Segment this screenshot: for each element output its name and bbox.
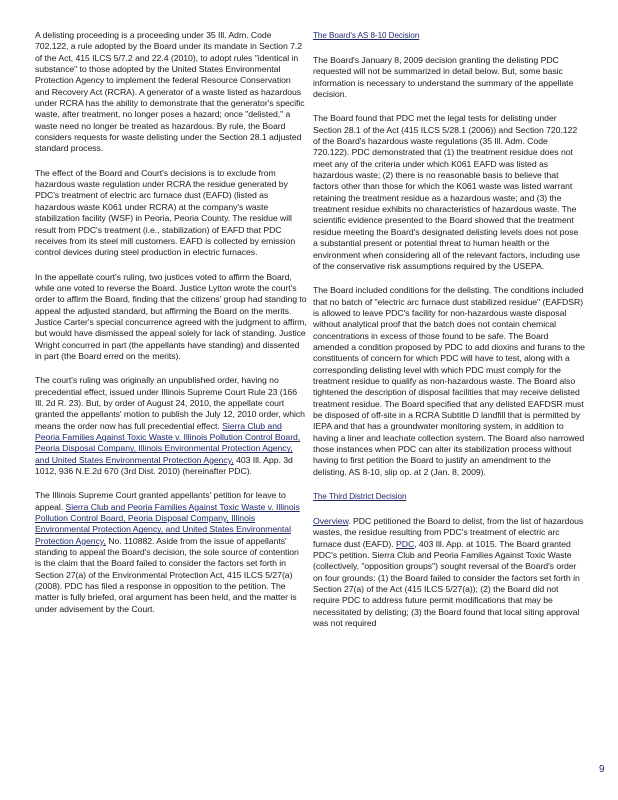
board-decision-paragraph: The Board's January 8, 2009 decision granting the delisting PDC requested will not be summarized in detail below. But, some basic information is necessary to understand the summary of the appellate decision. (313, 55, 574, 100)
publication-text-tail: 403 Ill. App. 3d 1012, 936 N.E.2d 670 (3rd Dist. 2010) (hereinafter PDC). (35, 454, 293, 477)
pdc-citation-link[interactable]: PDC (395, 538, 415, 549)
overview-paragraph (313, 516, 585, 629)
board-decision-heading: The Board's AS 8-10 Decision (313, 31, 420, 40)
appellate-ruling-paragraph: In the appellate court's ruling, two justices voted to affirm the Board, while one voted to reverse the Board. Justice Lytton wrote the court's order to affirm the Board, finding that the citizens' group had standing to appeal the adjusted standard, but affirming the Board on the merits. Justice Carter's special concurrence agreed with the judgment to affirm, but would have dismissed the appeal solely for lack of standing. Justice Wright concurred in part (the appellants have standing) and dissented in part (the Board erred on the merits). (35, 271, 307, 361)
delisting-intro-paragraph: A delisting proceeding is a proceeding under 35 Ill. Adm. Code 702.122, a rule adopted by the Board under its mandate in Section 7.2 of the Act, 415 ILCS 5/7.2 and 22.4 (2010), to adopt rules "identical in substance" to those adopted by the United States Environmental Protection Agency to implement the federal Resource Conservation and Recovery Act (RCRA). A generator of a waste listed as hazardous under RCRA has the ability to demonstrate that the generator's specific waste, after treatment, no longer poses a hazard; once "delisted," a waste need no longer be treated as hazardous. By rule, the Board considers requests for waste delisting under the Section 28.1 adjusted standard process. (35, 30, 305, 154)
supreme-court-text: The Illinois Supreme Court granted appellants' petition for leave to appeal. (35, 490, 286, 512)
supreme-court-paragraph (35, 490, 307, 615)
supreme-court-citation-link[interactable]: Sierra Club and Peoria Families Against Toxic Waste v. Illinois Pollution Control Board, Peoria Disposal Company, Illinois Environmental Protection Agency, and United States Environmental Protection Agency, (35, 501, 300, 546)
overview-text-tail: , 403 Ill. App. at 1015. The Board granted PDC's petition. Sierra Club and Peoria Families Against Toxic Waste (collectively, "opposition groups") sought reversal of the Board's order on four grounds: (1) the Board failed to consider the factors set forth in Section 27(a) of the Act (415 ILCS 5/27(a)); (2) the Board did not require PDC to address future permit modifications that may be necessitated by delisting; (3) the Board found that local siting approval was not required (313, 538, 580, 629)
publication-paragraph (35, 375, 307, 477)
third-district-heading: The Third District Decision (313, 492, 407, 502)
overview-text: . PDC petitioned the Board to delist, from the list of hazardous wastes, the residue resulting from PDC's treatment of electric arc furnace dust (EAFD). (313, 516, 584, 549)
publication-text: The court's ruling was originally an unpublished order, having no precedential effect, issued under Illinois Supreme Court Rule 23 (166 Ill. 2d R. 23). But, by order of August 24, 2010, the appellate court granted the appellants' motion to publish the July 12, 2010 order, which means the order now has full precedential effect. (35, 375, 305, 431)
overview-label: Overview (313, 516, 349, 527)
left-column (35, 30, 307, 628)
supreme-court-text-tail: No. 110882. Aside from the issue of appellants' standing to appeal the Board's decision, the sole source of contention is the claim that the Board failed to consider the factors set forth in Section 27(a) of the Environmental Protection Act, 415 ILCS 5/27(a) (2008). PDC has filed a response in opposition to the petition. The matter is fully briefed, oral argument has been held, and the matter is under advisement by the Court. (35, 535, 299, 614)
page-number: 9 (599, 764, 605, 775)
conditions-paragraph: The Board included conditions for the delisting. The conditions included that no batch of "electric arc furnace dust stabilized residue" (EAFDSR) is allowed to leave PDC's facility for non-hazardous waste disposal without analytical proof that the batch does not contain chemical concentrations in excess of those found to be safe. The Board amended a condition proposed by PDC to add dioxins and furans to the constituents of concern for which PDC will have to test, along with a corresponding delisting level with which PDC must comply for the treatment residue to qualify as non-hazardous waste. The Board also tightened the description of disposal facilities that may receive delisted treatment residue. The Board specified that any delisted EAFDSR must be disposed of off-site in a RCRA Subtitle D landfill that is permitted by IEPA and that has a groundwater monitoring system, in addition to having a liner and leachate collection system. The Board also narrowed those instances when PDC can alter its stabilization process without having to first petition the Board to justify an amendment to the delisting. AS 8-10, slip op. at 2 (Jan. 8, 2009). (313, 285, 585, 477)
effect-paragraph: The effect of the Board and Court's decisions is to exclude from hazardous waste regulation under RCRA the residue generated by PDC's treatment of electric arc furnace dust (EAFD) (listed as hazardous waste K061 under RCRA) at the company's waste stabilization facility (WSF) in Peoria, Peoria County. The residue will result from PDC's treatment (i.e., stabilization) of EAFD that PDC receives from its steel mill customers. EAFD is collected by emission control devices during steel production in electric furnaces. (35, 167, 296, 258)
legal-tests-paragraph: The Board found that PDC met the legal tests for delisting under Section 28.1 of the Act (415 ILCS 5/28.1 (2006)) and Section 720.122 of the Board's hazardous waste regulations (35 Ill. Adm. Code 720.122). PDC demonstrated that (1) the treatment residue does not meet any of the criteria under which K061 EAFD was listed as hazardous waste; (2) there is no reasonable basis to believe that factors other than those for which the K061 waste was listed warrant retaining the treatment residue as a hazardous waste; and (3) the treatment residue exhibits no characteristics of hazardous waste. The scientific evidence presented to the Board showed that the treatment residue meeting the Board's designated delisting levels does not pose a substantial present or potential threat to human health or the environment when considering all of the relevant factors, including use of the conservative risk assumptions required by the USEPA. (313, 113, 580, 271)
case-citation-link[interactable]: Sierra Club and Peoria Families Against Toxic Waste v. Illinois Pollution Control Board, Peoria Disposal Company, Illinois Environmental Protection Agency, and United States Environmental Protection Agency, (35, 420, 301, 465)
right-column (313, 30, 585, 642)
